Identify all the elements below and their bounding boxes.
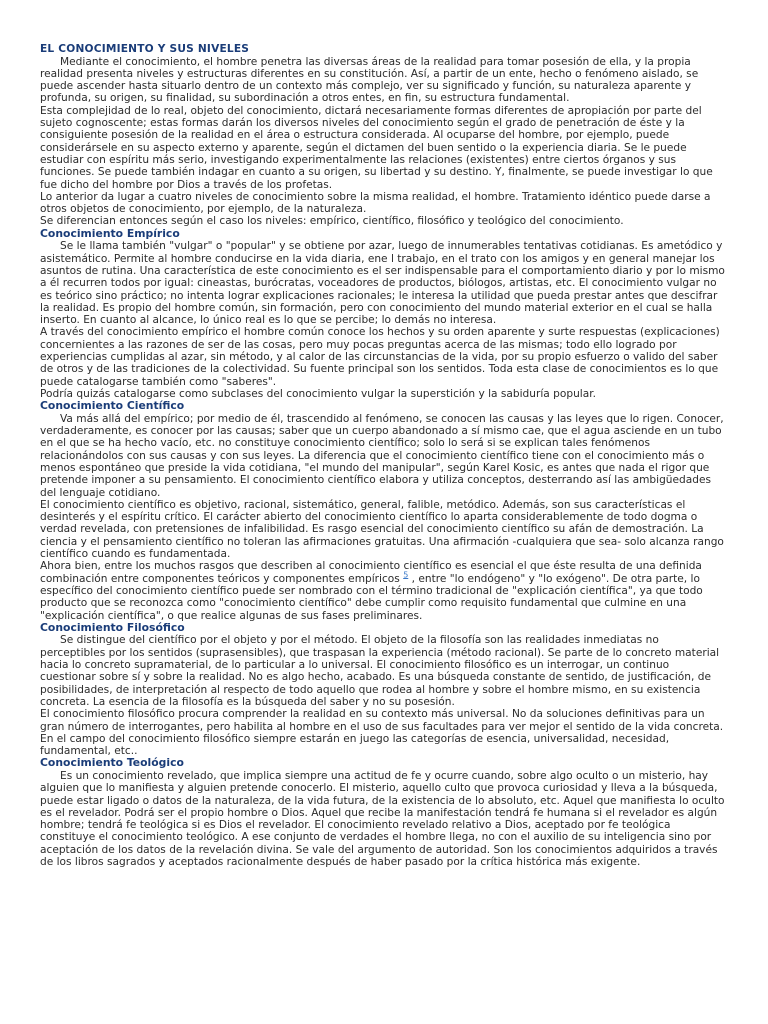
section-heading-teologico: Conocimiento Teológico bbox=[40, 756, 184, 770]
section-heading-filosofico: Conocimiento Filosófico bbox=[40, 620, 185, 634]
cientifico-paragraph-3-end: , entre "lo endógeno" y "lo exógeno". De otra parte, lo específico del conocimiento científico puede ser nombrado con el término tradicional de "explicación científica", ya que todo producto que se reconozca como "conocimiento científico" debe cumplir como requisito fundamental que culmine en una "explicación científica", o que realice algunas de sus fases preliminares. bbox=[40, 572, 703, 622]
cientifico-paragraph-3-start: Ahora bien, entre los muchos rasgos que describen al conocimiento científico es esencial el que éste resulta de una definida combinación entre componentes teóricos y componentes empíricos bbox=[40, 560, 702, 585]
footnote-link[interactable]: 5 bbox=[403, 570, 409, 580]
empirico-paragraph-2: A través del conocimiento empírico el hombre común conoce los hechos y su orden aparente y surte respuestas (explicaciones) concernientes a las razones de ser de las cosas, pero muy pocas preguntas acerca de las mismas; todo ello logrado por experiencias cumplidas al azar, sin método, y al calor de las circunstancias de la vida, por su propio esfuerzo o valido del saber de otros y de las tradiciones de la colectividad. Su fuente principal son los sentidos. Toda esta clase de conocimientos es lo que puede catalogarse también como "saberes". bbox=[40, 326, 720, 388]
section-heading-empirico: Conocimiento Empírico bbox=[40, 226, 180, 240]
intro-paragraph-4: Se diferencian entonces según el caso los niveles: empírico, científico, filosófico y teológico del conocimiento. bbox=[40, 215, 624, 228]
intro-paragraph-1: Mediante el conocimiento, el hombre penetra las diversas áreas de la realidad para tomar posesión de ella, y la propia realidad presenta niveles y estructuras diferentes en su constitución. Así, a partir de un ente, hecho o fenómeno aislado, se puede ascender hasta situarlo dentro de un contexto más complejo, ver su significado y función, su naturaleza aparente y profunda, su origen, su finalidad, su subordinación a otros entes, en fin, su estructura fundamental. bbox=[40, 55, 699, 105]
page-title: EL CONOCIMIENTO Y SUS NIVELES bbox=[40, 43, 250, 55]
teologico-paragraph-1: Es un conocimiento revelado, que implica siempre una actitud de fe y ocurre cuando, sobre algo oculto o un misterio, hay alguien que lo manifiesta y alguien pretende conocerlo. El misterio, aquello culto que provoca curiosidad y lleva a la búsqueda, puede estar ligado o datos de la naturaleza, de la vida futura, de la existencia de lo absoluto, etc. Aquel que manifiesta lo oculto es el revelador. Podrá ser el propio hombre o Dios. Aquel que recibe la manifestación tendrá fe humana si el revelador es algún hombre; tendrá fe teológica si es Dios el revelador. El conocimiento revelado relativo a Dios, aceptado por fe teológica constituye el conocimiento teológico. A ese conjunto de verdades el hombre llega, no con el auxilio de su inteligencia sino por aceptación de los datos de la revelación divina. Se vale del argumento de autoridad. Son los conocimientos adquiridos a través de los libros sagrados y aceptados racionalmente después de haber pasado por la crítica histórica más exigente. bbox=[40, 770, 725, 869]
empirico-paragraph-1: Se le llama también "vulgar" o "popular" y se obtiene por azar, luego de innumerables tentativas cotidianas. Es ametódico y asistemático. Permite al hombre conducirse en la vida diaria, ene l trabajo, en el trato con los amigos y en general manejar los asuntos de rutina. Una característica de este conocimiento es el ser indispensable para el comportamiento diario y por lo mismo a él recurren todos por igual: cineastas, burócratas, voceadores de productos, biólogos, artistas, etc. El conocimiento vulgar no es teórico sino práctico; no intenta lograr explicaciones racionales; le interesa la utilidad que pueda prestar antes que descifrar la realidad. Es propio del hombre común, sin formación, pero con conocimiento del mundo material exterior en el cual se halla inserto. En cuanto al alcance, lo único real es lo que se percibe; lo demás no interesa. bbox=[40, 240, 725, 327]
empirico-paragraph-3: Podría quizás catalogarse como subclases del conocimiento vulgar la superstición y la sabiduría popular. bbox=[40, 387, 596, 400]
cientifico-paragraph-1: Va más allá del empírico; por medio de él, trascendido al fenómeno, se conocen las causas y las leyes que lo rigen. Conocer, verdaderamente, es conocer por las causas; saber que un cuerpo abandonado a sí mismo cae, que el agua asciende en un tubo en el que se ha hecho vacío, etc. no constituye conocimiento científico; solo lo será si se explican tales fenómenos relacionándolos con sus causas y con sus leyes. La diferencia que el conocimiento científico tiene con el conocimiento más o menos espontáneo que preside la vida cotidiana, "el mundo del manipular", según Karel Kosic, es antes que nada el rigor que pretende imponer a su pensamiento. El conocimiento científico elabora y utiliza conceptos, desterrando así las ambigüedades del lenguaje cotidiano. bbox=[40, 412, 724, 499]
cientifico-paragraph-2: El conocimiento científico es objetivo, racional, sistemático, general, falible, metódico. Además, son sus características el desinterés y el espíritu crítico. El carácter abierto del conocimiento científico lo aparta considerablemente de todo dogma o verdad revelada, con pretensiones de infalibilidad. Es rasgo esencial del conocimiento científico su afán de demostración. La ciencia y el pensamiento científico no toleran las afirmaciones gratuitas. Una afirmación -cualquiera que sea- solo alcanza rango científico cuando es fundamentada. bbox=[40, 498, 724, 561]
filosofico-paragraph-2: El conocimiento filosófico procura comprender la realidad en su contexto más universal. No da soluciones definitivas para un gran número de interrogantes, pero habilita al hombre en el uso de sus facultades para ver mejor el sentido de la vida concreta. En el campo del conocimiento filosófico siempre estarán en juego las categorías de esencia, universalidad, necesidad, fundamental, etc.. bbox=[40, 708, 724, 758]
section-heading-cientifico: Conocimiento Científico bbox=[40, 399, 185, 413]
cientifico-paragraph-3 bbox=[40, 560, 726, 621]
filosofico-paragraph-1: Se distingue del científico por el objeto y por el método. El objeto de la filosofía son las realidades inmediatas no perceptibles por los sentidos (suprasensibles), que traspasan la experiencia (método racional). Se parte de lo concreto material hacia lo concreto supramaterial, de lo particular a lo universal. El conocimiento filosófico es un interrogar, un continuo cuestionar sobre sí y sobre la realidad. No es algo hecho, acabado. Es una búsqueda constante de sentido, de justificación, de posibilidades, de interpretación al respecto de todo aquello que rodea al hombre y sobre el hombre mismo, en su existencia concreta. La esencia de la filosofía es la búsqueda del saber y no su posesión. bbox=[40, 634, 720, 708]
intro-paragraph-2: Esta complejidad de lo real, objeto del conocimiento, dictará necesariamente formas diferentes de apropiación por parte del sujeto cognoscente; estas formas darán los diversos niveles del conocimiento según el grado de penetración de éste y la consiguiente posesión de la realidad en el área o estructura considerada. Al ocuparse del hombre, por ejemplo, puede considerársele en su aspecto externo y aparente, según el dictamen del buen sentido o la experiencia diaria. Se le puede estudiar con espíritu más serio, investigando experimentalmente las relaciones (existentes) entre ciertos órganos y sus funciones. Se puede también indagar en cuanto a su origen, su libertad y su destino. Y, finalmente, se puede investigar lo que fue dicho del hombre por Dios a través de los profetas. bbox=[40, 104, 713, 191]
intro-paragraph-3: Lo anterior da lugar a cuatro niveles de conocimiento sobre la misma realidad, el hombre. Tratamiento idéntico puede darse a otros objetos de conocimiento, por ejemplo, de la naturaleza. bbox=[40, 190, 711, 216]
document-body bbox=[40, 43, 726, 868]
